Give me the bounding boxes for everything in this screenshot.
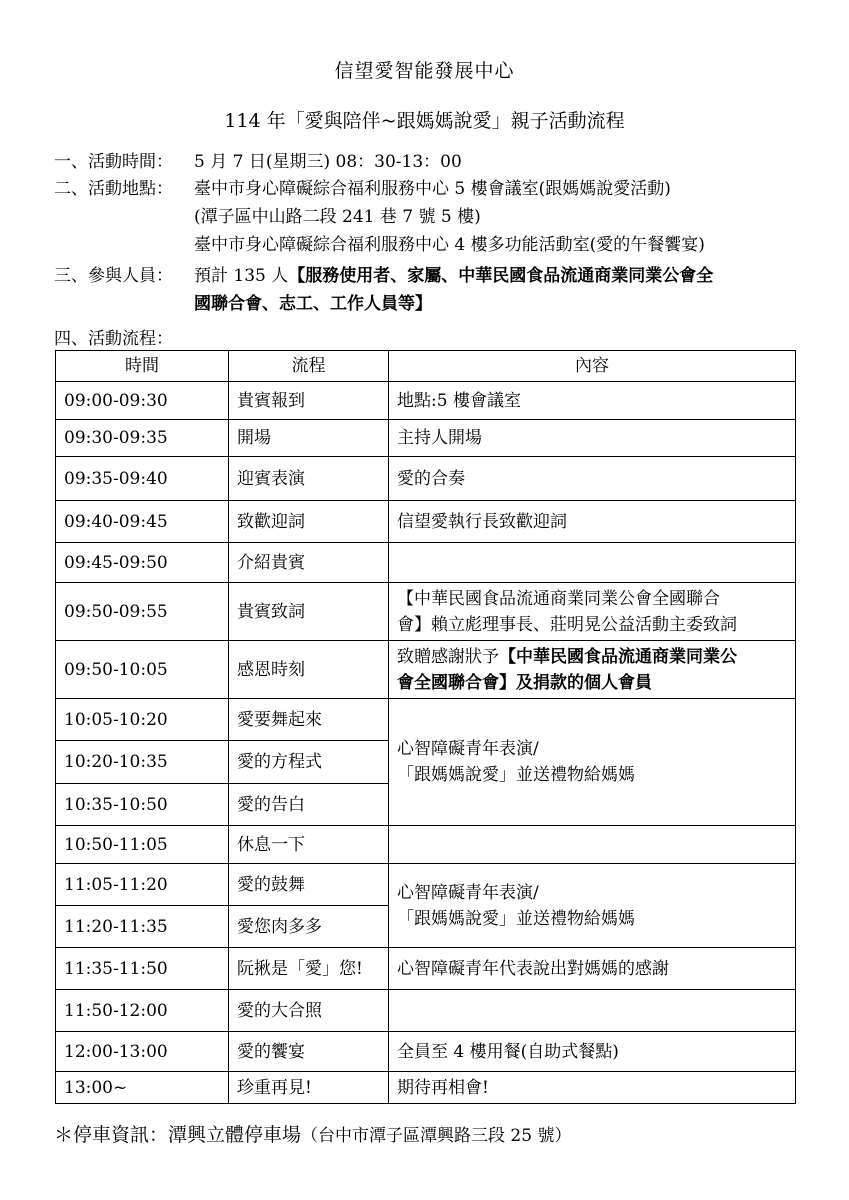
content-line [397,644,787,670]
parking-text: ＊停車資訊：潭興立體停車場 [54,1124,302,1146]
content-line: 心智障礙青年表演/ [397,739,539,759]
content-cell [389,583,796,641]
time-cell: 09:00-09:30 [56,382,229,420]
table-row [56,583,796,641]
process-cell: 致歡迎詞 [229,501,389,543]
table-row [56,501,796,543]
table-row [56,990,796,1032]
process-cell: 愛的大合照 [229,990,389,1032]
content-cell [389,641,796,699]
header-content: 內容 [389,351,796,382]
content-line: 「跟媽媽說愛」並送禮物給媽媽 [397,765,635,785]
content-line: 會全國聯合會】及捐款的個人會員 [397,672,652,693]
content-text: 致贈感謝狀予 [397,646,499,667]
time-label: 一、活動時間： [54,152,173,172]
people-prefix: 預計 135 人 [194,266,289,286]
time-cell: 12:00-13:00 [56,1032,229,1072]
content-cell [389,543,796,583]
time-cell: 11:05-11:20 [56,864,229,906]
place-label: 二、活動地點： [54,179,173,199]
table-row [56,1032,796,1072]
content-cell: 地點:5 樓會議室 [389,382,796,420]
process-cell: 開場 [229,420,389,457]
people-row [54,264,713,288]
table-row [56,420,796,457]
content-cell: 愛的合奏 [389,457,796,501]
people-line2: 國聯合會、志工、工作人員等】 [194,294,432,314]
content-cell: 期待再相會! [389,1072,796,1104]
process-cell: 休息一下 [229,826,389,864]
process-cell: 貴賓報到 [229,382,389,420]
time-cell: 09:45-09:50 [56,543,229,583]
time-cell: 10:35-10:50 [56,784,229,826]
people-label: 三、參與人員： [54,266,173,286]
table-row [56,826,796,864]
time-value: 5 月 7 日(星期三) 08：30-13：00 [194,152,462,172]
header-time: 時間 [56,351,229,382]
time-cell: 13:00~ [56,1072,229,1104]
place-line2: (潭子區中山路二段 241 巷 7 號 5 樓) [194,207,481,227]
content-cell: 信望愛執行長致歡迎詞 [389,501,796,543]
flow-label: 四、活動流程： [54,329,173,349]
parking-address: （台中市潭子區潭興路三段 25 號） [301,1126,572,1146]
time-cell: 10:50-11:05 [56,826,229,864]
process-cell: 愛要舞起來 [229,699,389,741]
content-cell [389,990,796,1032]
table-row [56,1072,796,1104]
org-title: 信望愛智能發展中心 [334,60,515,82]
time-cell: 09:35-09:40 [56,457,229,501]
process-cell: 珍重再見! [229,1072,389,1104]
table-header-row [56,351,796,382]
schedule-table [55,350,796,1104]
process-cell: 介紹貴賓 [229,543,389,583]
time-cell: 11:50-12:00 [56,990,229,1032]
people-line1: 【服務使用者、家屬、中華民國食品流通商業同業公會全 [288,266,714,286]
process-cell: 愛的告白 [229,784,389,826]
table-row [56,948,796,990]
header-process: 流程 [229,351,389,382]
place-line3: 臺中市身心障礙綜合福利服務中心 4 樓多功能活動室(愛的午餐饗宴) [194,235,705,255]
process-cell: 愛的鼓舞 [229,864,389,906]
process-cell: 愛您肉多多 [229,906,389,948]
process-cell: 貴賓致詞 [229,583,389,641]
process-cell: 迎賓表演 [229,457,389,501]
time-cell: 10:20-10:35 [56,741,229,784]
content-cell: 主持人開場 [389,420,796,457]
table-row [56,457,796,501]
place-line1: 臺中市身心障礙綜合福利服務中心 5 樓會議室(跟媽媽說愛活動) [194,179,671,199]
content-line: 會】賴立彪理事長、莊明晃公益活動主委致詞 [397,614,737,635]
place-row [54,177,671,201]
content-text-bold: 【中華民國食品流通商業同業公 [499,646,737,667]
time-cell: 09:30-09:35 [56,420,229,457]
time-cell: 11:35-11:50 [56,948,229,990]
table-row [56,641,796,699]
process-cell: 愛的方程式 [229,741,389,784]
table-row [56,699,796,741]
process-cell: 阮揪是「愛」您! [229,948,389,990]
content-cell [389,699,796,826]
content-cell: 全員至 4 樓用餐(自助式餐點) [389,1032,796,1072]
parking-info [54,1120,571,1147]
time-cell: 11:20-11:35 [56,906,229,948]
time-cell: 09:50-09:55 [56,583,229,641]
time-cell: 09:50-10:05 [56,641,229,699]
time-cell: 09:40-09:45 [56,501,229,543]
table-row [56,543,796,583]
process-cell: 愛的饗宴 [229,1032,389,1072]
time-cell: 10:05-10:20 [56,699,229,741]
content-cell: 心智障礙青年代表說出對媽媽的感謝 [389,948,796,990]
time-row [54,150,462,174]
document-title: 114 年「愛與陪伴~跟媽媽說愛」親子活動流程 [224,110,625,132]
content-cell [389,864,796,948]
content-line: 【中華民國食品流通商業同業公會全國聯合 [397,588,720,609]
content-line: 「跟媽媽說愛」並送禮物給媽媽 [397,908,635,929]
content-cell [389,826,796,864]
process-cell: 感恩時刻 [229,641,389,699]
content-line: 心智障礙青年表演/ [397,882,539,903]
table-row [56,382,796,420]
table-row [56,864,796,906]
